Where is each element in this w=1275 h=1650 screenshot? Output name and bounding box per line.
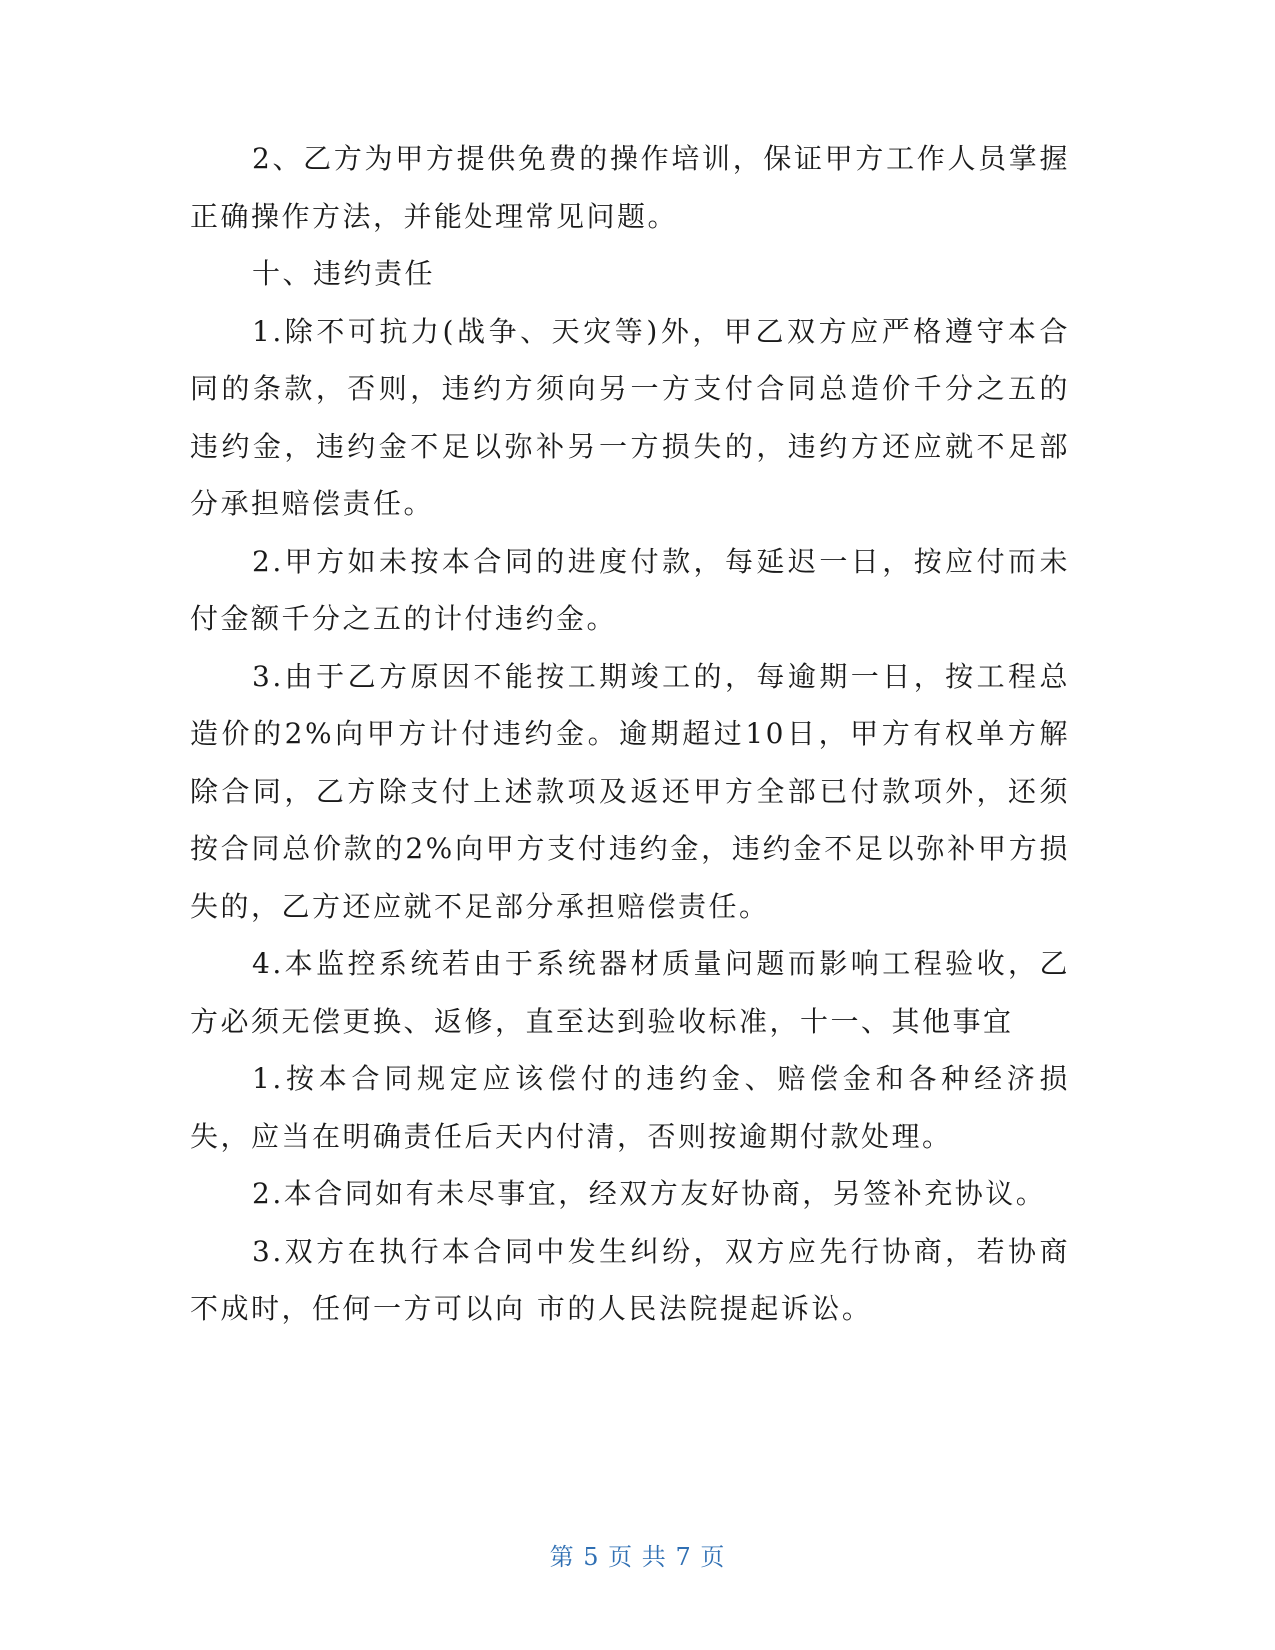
paragraph-training: 2、乙方为甲方提供免费的操作培训，保证甲方工作人员掌握正确操作方法，并能处理常见问题。 — [190, 142, 1070, 233]
paragraph-other-clause-2: 2.本合同如有未尽事宜，经双方友好协商，另签补充协议。 — [252, 1177, 1047, 1210]
paragraph-other-clause-1: 1.按本合同规定应该偿付的违约金、赔偿金和各种经济损失，应当在明确责任后天内付清，否则按逾期付款处理。 — [190, 1062, 1070, 1153]
document-body — [190, 130, 1070, 1338]
paragraph-other-clause-3: 3.双方在执行本合同中发生纠纷，双方应先行协商，若协商不成时，任何一方可以向 市的人民法院提起诉讼。 — [190, 1234, 1070, 1325]
paragraph-breach-clause-3: 3.由于乙方原因不能按工期竣工的，每逾期一日，按工程总造价的2%向甲方计付违约金。逾期超过10日，甲方有权单方解除合同，乙方除支付上述款项及返还甲方全部已付款项外，还须按合同总价款的2%向甲方支付违约金，违约金不足以弥补甲方损失的，乙方还应就不足部分承担赔偿责任。 — [190, 659, 1070, 923]
paragraph-breach-clause-4: 4.本监控系统若由于系统器材质量问题而影响工程验收，乙方必须无偿更换、返修，直至达到验收标准，十一、其他事宜 — [190, 947, 1070, 1038]
paragraph-breach-clause-2: 2.甲方如未按本合同的进度付款，每延迟一日，按应付而未付金额千分之五的计付违约金。 — [190, 544, 1070, 635]
paragraph-breach-clause-1: 1.除不可抗力(战争、天灾等)外，甲乙双方应严格遵守本合同的条款，否则，违约方须向另一方支付合同总造价千分之五的违约金，违约金不足以弥补另一方损失的，违约方还应就不足部分承担赔偿责任。 — [190, 314, 1070, 520]
page-number-footer: 第 5 页 共 7 页 — [549, 1543, 726, 1571]
section-heading-breach-liability: 十、违约责任 — [252, 257, 436, 290]
